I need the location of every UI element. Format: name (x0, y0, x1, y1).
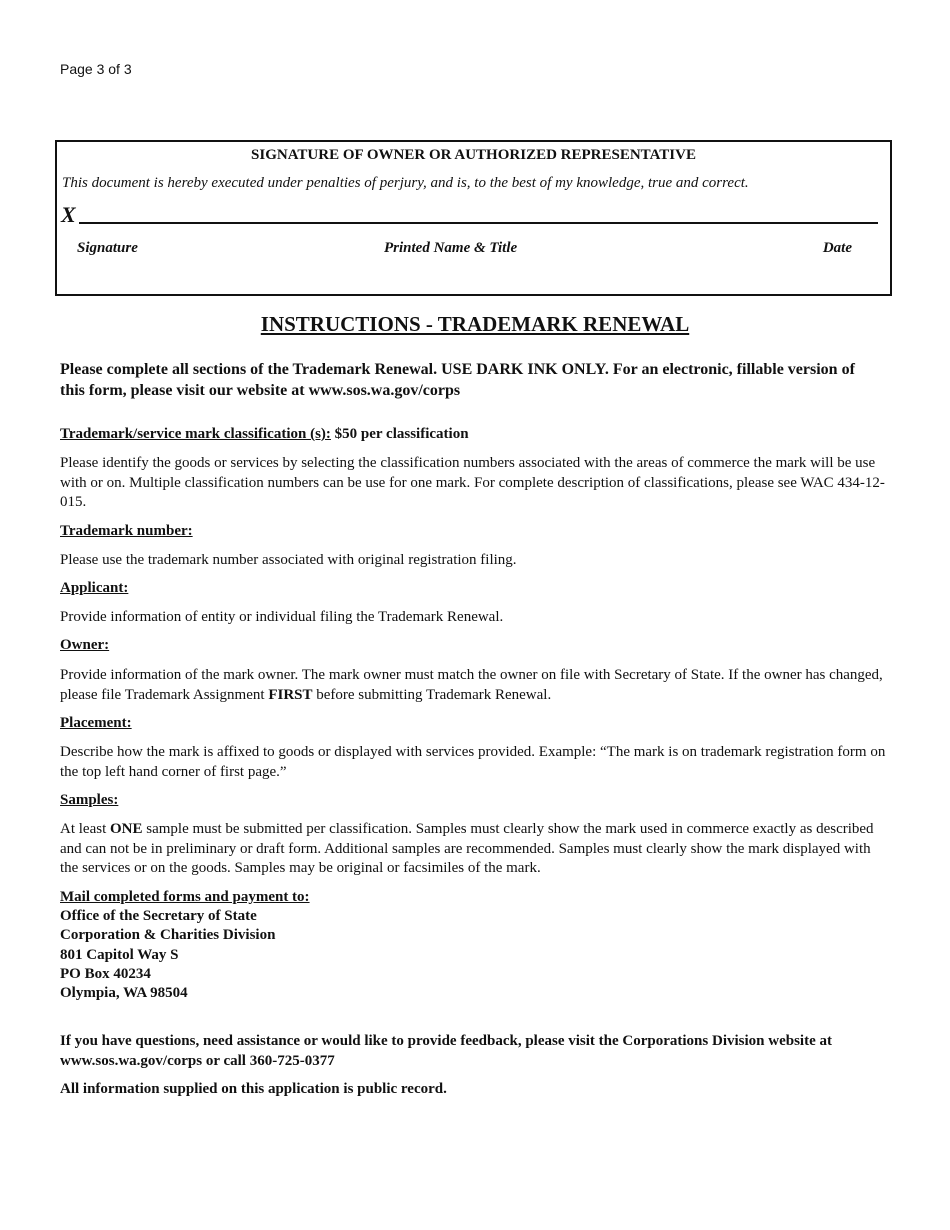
samples-text-a: At least (60, 821, 110, 837)
signature-line[interactable] (79, 222, 878, 224)
instructions-title: INSTRUCTIONS - TRADEMARK RENEWAL (260, 312, 690, 336)
mail-heading: Mail completed forms and payment to: (60, 889, 310, 905)
applicant-heading: Applicant: (60, 580, 129, 596)
instructions-intro: Please complete all sections of the Trademark Renewal. USE DARK INK ONLY. For an electronic, fillable version of this form, please visit our website at www.sos.wa.gov/corps (60, 361, 855, 399)
address-line: Corporation & Charities Division (60, 927, 276, 944)
placement-text: Describe how the mark is affixed to goods or displayed with services provided. Example: “The mark is on trademark registration form on the top left hand corner of first page.” (60, 744, 886, 780)
address-line: Office of the Secretary of State (60, 908, 257, 925)
signature-box (55, 140, 892, 296)
public-record-notice: All information supplied on this application is public record. (60, 1081, 447, 1097)
printed-name-label: Printed Name & Title (384, 240, 518, 256)
owner-heading: Owner: (60, 637, 110, 653)
samples-text-b: sample must be submitted per classification. Samples must clearly show the mark used in commerce exactly as described and can not be in preliminary or draft form. Additional samples are recommended. Samples must clearly show the mark displayed with the services or on the goods. Samples may be original or facsimiles of the mark. (60, 821, 874, 876)
owner-text-bold: FIRST (268, 686, 313, 703)
signature-heading: SIGNATURE OF OWNER OR AUTHORIZED REPRESENTATIVE (251, 147, 696, 163)
samples-heading: Samples: (60, 792, 119, 808)
classification-heading (60, 426, 469, 443)
page-number: Page 3 of 3 (60, 61, 132, 77)
applicant-text: Provide information of entity or individual filing the Trademark Renewal. (60, 609, 504, 625)
owner-text-b: before submitting Trademark Renewal. (312, 686, 552, 703)
address-line: Olympia, WA 98504 (60, 985, 188, 1002)
classification-fee: $50 per classification (330, 426, 469, 442)
owner-text-a: Provide information of the mark owner. The mark owner must match the owner on file with Secretary of State. If the owner has changed, please file Trademark Assignment (60, 667, 883, 703)
date-label: Date (822, 240, 852, 256)
mailing-address (60, 888, 310, 1003)
samples-text-bold: ONE (110, 821, 143, 837)
trademark-number-heading: Trademark number: (60, 523, 193, 539)
signature-label: Signature (77, 240, 138, 256)
owner-text (60, 666, 890, 705)
perjury-statement: This document is hereby executed under penalties of perjury, and is, to the best of my knowledge, true and correct. (62, 175, 749, 191)
signature-x-mark: X (61, 202, 76, 227)
address-line: PO Box 40234 (60, 965, 151, 982)
classification-heading-text: Trademark/service mark classification (s): (60, 426, 331, 442)
placement-heading: Placement: (60, 715, 132, 731)
trademark-number-text: Please use the trademark number associated with original registration filing. (60, 552, 517, 568)
address-line: 801 Capitol Way S (60, 946, 179, 963)
samples-text (60, 820, 890, 879)
questions-text: If you have questions, need assistance or would like to provide feedback, please visit the Corporations Division website at www.sos.wa.gov/corps or call 360-725-0377 (60, 1033, 832, 1069)
classification-text: Please identify the goods or services by selecting the classification numbers associated with the areas of commerce the mark will be use with or on. Multiple classification numbers can be use for one mark. For complete description of classifications, please see WAC 434-12-015. (60, 455, 885, 510)
